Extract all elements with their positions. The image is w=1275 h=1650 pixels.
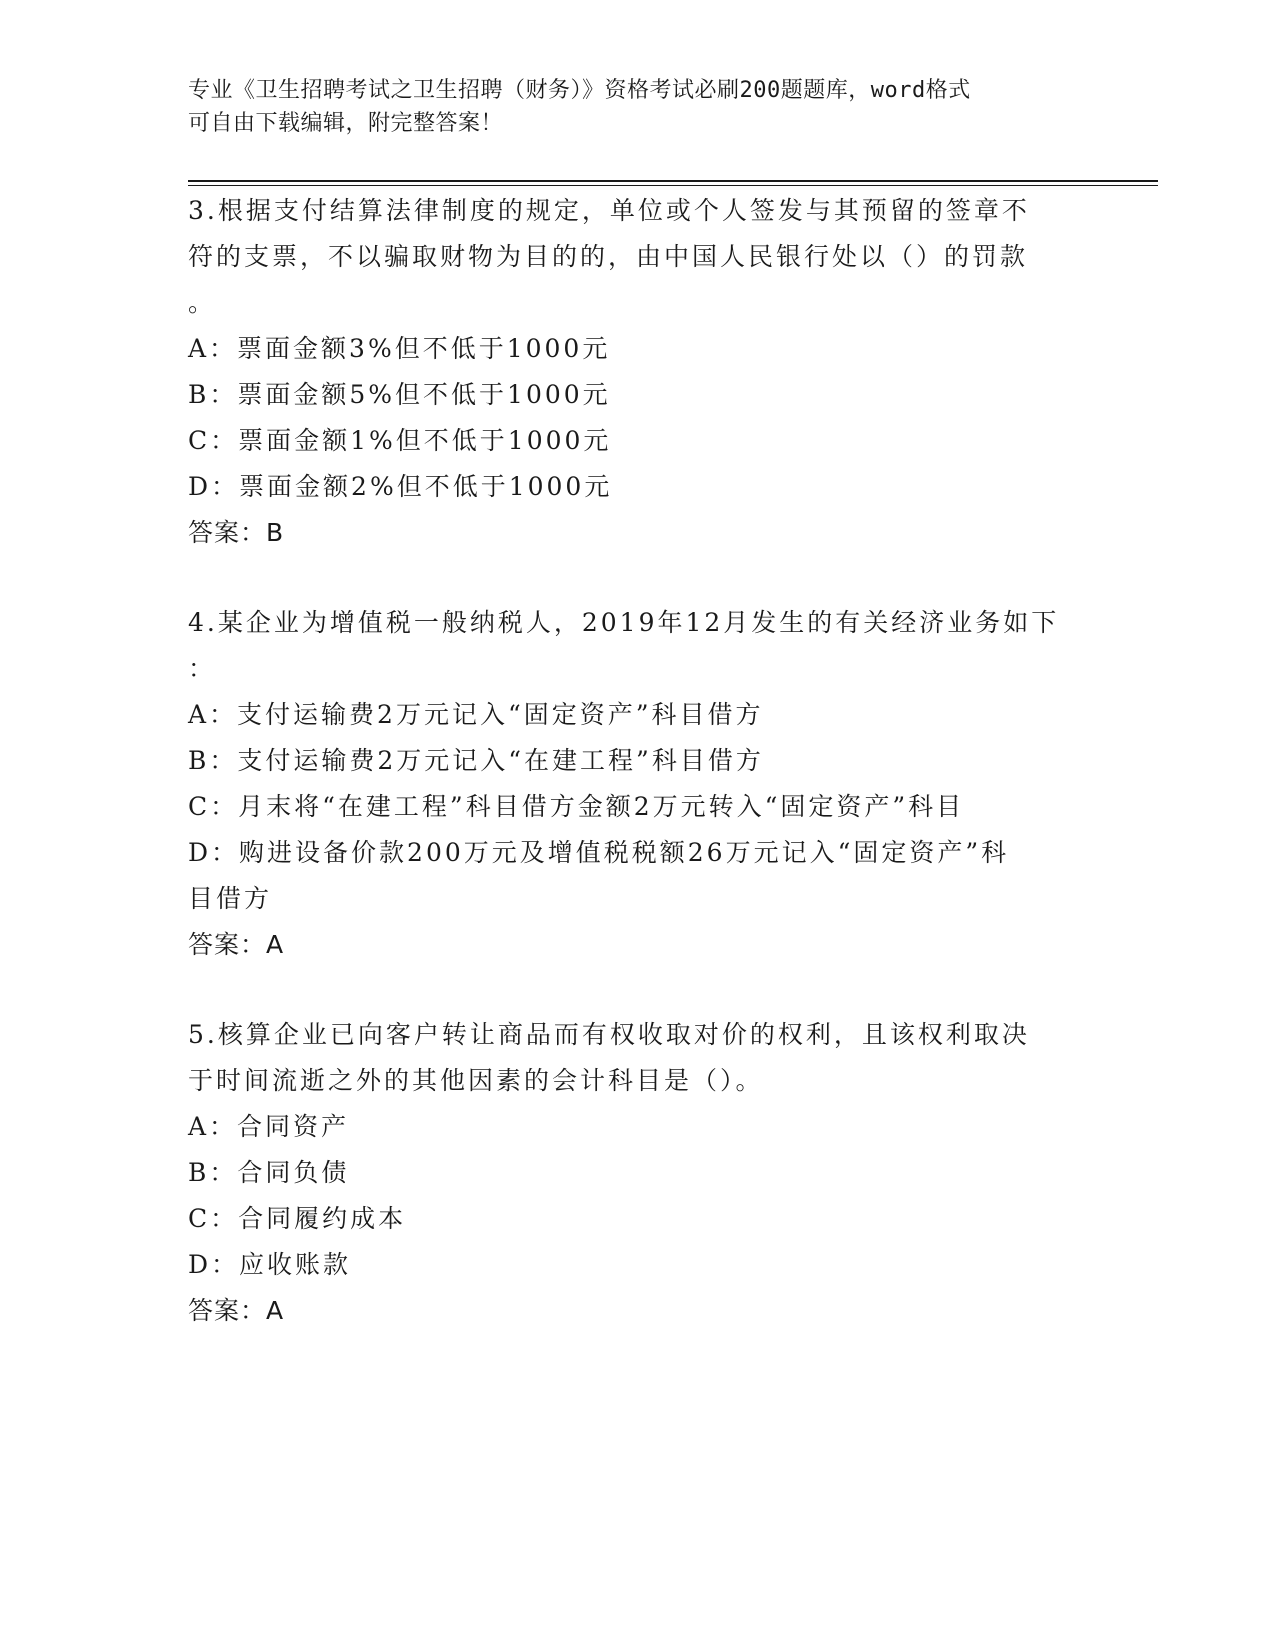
option-d-continued: 目借方: [188, 884, 273, 913]
option-c: C：票面金额1%但不低于1000元: [188, 426, 612, 455]
option-d: D：应收账款: [188, 1250, 352, 1279]
question-block: [188, 1012, 1088, 1334]
header-divider: [188, 180, 1158, 182]
option-c: C：合同履约成本: [188, 1204, 407, 1233]
header-line: 可自由下载编辑，附完整答案！: [188, 111, 504, 136]
question-block: [188, 188, 1088, 556]
option-c: C：月末将“在建工程”科目借方金额2万元转入“固定资产”科目: [188, 792, 965, 821]
document-header: [188, 74, 1068, 140]
option-a: A：票面金额3%但不低于1000元: [188, 334, 611, 363]
option-d: D：购进设备价款200万元及增值税税额26万元记入“固定资产”科: [188, 838, 1010, 867]
answer-label: 答案：B: [188, 518, 285, 547]
option-a: A：合同资产: [188, 1112, 350, 1141]
question-block: [188, 600, 1088, 968]
option-a: A：支付运输费2万元记入“固定资产”科目借方: [188, 700, 764, 729]
option-b: B：票面金额5%但不低于1000元: [188, 380, 611, 409]
option-d: D：票面金额2%但不低于1000元: [188, 472, 613, 501]
option-b: B：支付运输费2万元记入“在建工程”科目借方: [188, 746, 764, 775]
question-stem: 。: [188, 288, 217, 317]
question-stem: 5.核算企业已向客户转让商品而有权收取对价的权利，且该权利取决: [188, 1020, 1030, 1049]
answer-label: 答案：A: [188, 930, 285, 959]
answer-label: 答案：A: [188, 1296, 285, 1325]
question-stem: 符的支票，不以骗取财物为目的的，由中国人民银行处以（）的罚款: [188, 242, 1029, 271]
question-stem: 3.根据支付结算法律制度的规定，单位或个人签发与其预留的签章不: [188, 196, 1030, 225]
header-line: 专业《卫生招聘考试之卫生招聘（财务）》资格考试必刷200题题库，word格式: [188, 78, 971, 103]
question-stem: 于时间流逝之外的其他因素的会计科目是（）。: [188, 1066, 764, 1095]
header-divider: [188, 185, 1158, 186]
option-b: B：合同负债: [188, 1158, 350, 1187]
question-stem: ：: [188, 654, 217, 683]
question-stem: 4.某企业为增值税一般纳税人，2019年12月发生的有关经济业务如下: [188, 608, 1060, 637]
